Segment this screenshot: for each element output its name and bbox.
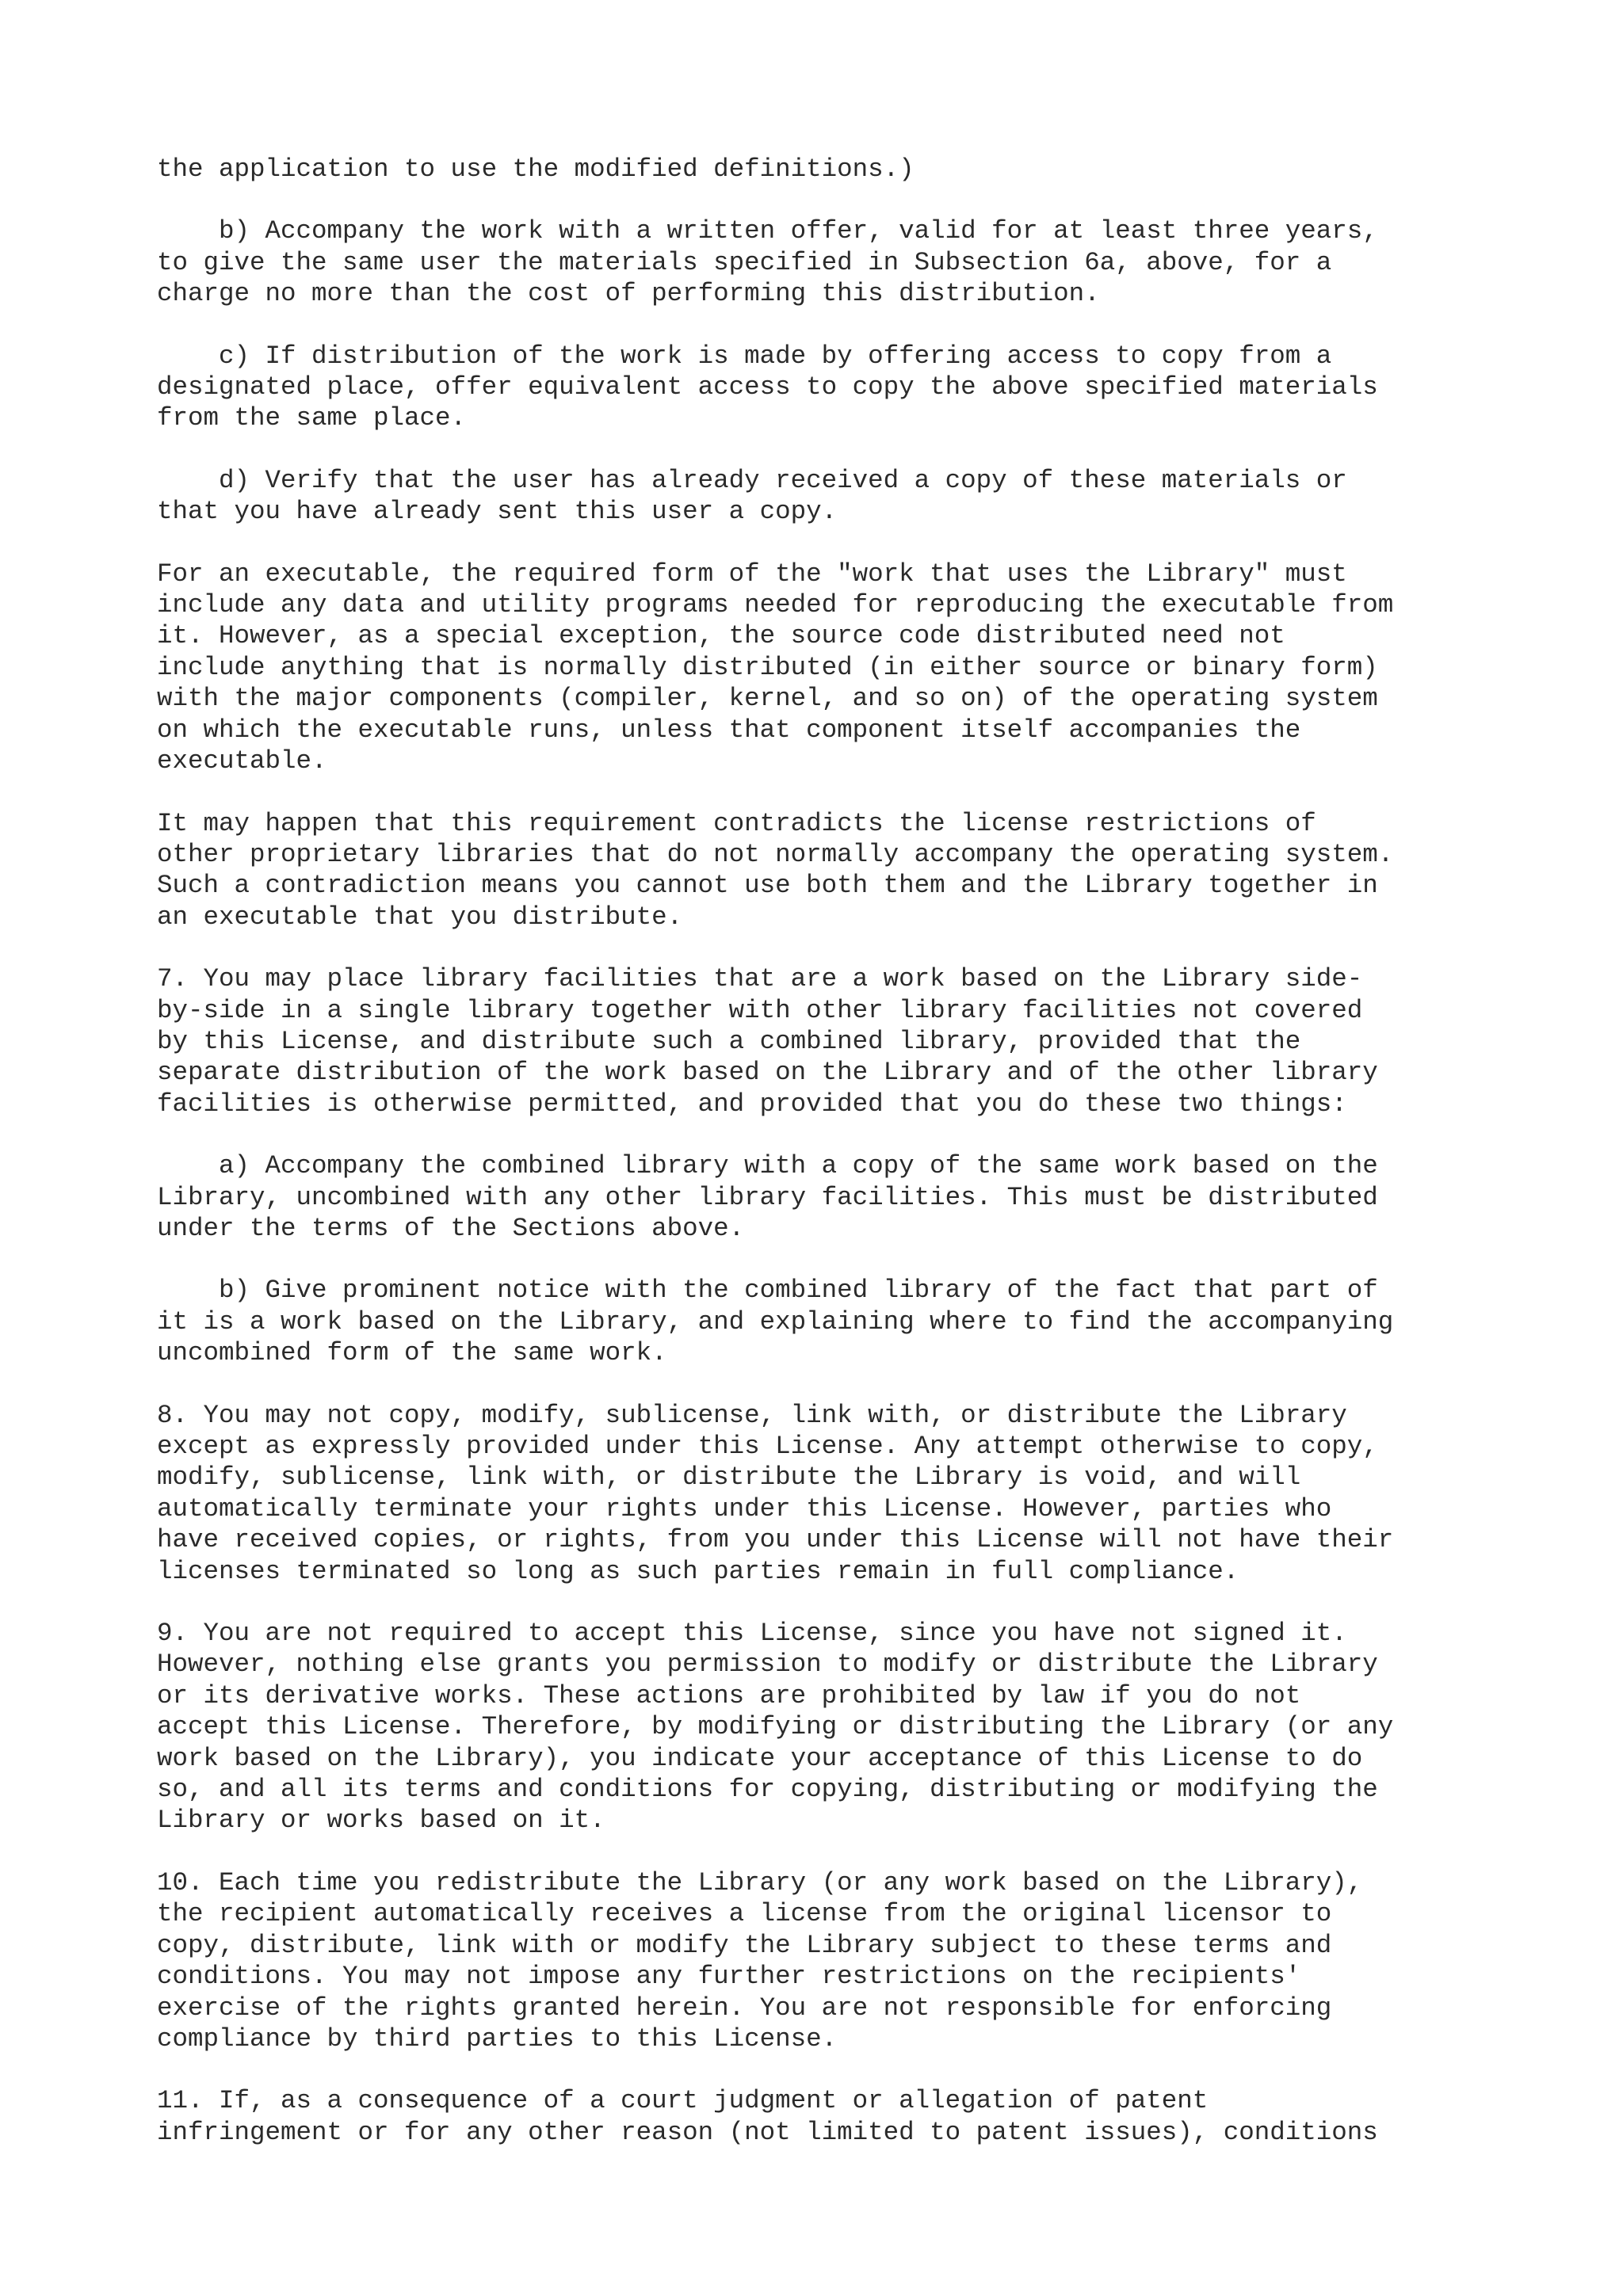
text-line: It may happen that this requirement contradicts the license restrictions of: [157, 808, 1316, 838]
text-line: b) Accompany the work with a written offer, valid for at least three years,: [157, 216, 1378, 246]
text-line: uncombined form of the same work.: [157, 1338, 667, 1368]
text-line: modify, sublicense, link with, or distribute the Library is void, and will: [157, 1463, 1301, 1493]
text-line: For an executable, the required form of the "work that uses the Library" must: [157, 559, 1347, 589]
paragraph: [157, 341, 1520, 434]
paragraph: [157, 1618, 1520, 1836]
text-line: d) Verify that the user has already received a copy of these materials or: [157, 465, 1347, 495]
paragraph: [157, 963, 1520, 1119]
text-line: 11. If, as a consequence of a court judgment or allegation of patent: [157, 2086, 1209, 2116]
text-line: However, nothing else grants you permission to modify or distribute the Library: [157, 1650, 1378, 1680]
text-line: have received copies, or rights, from you under this License will not have their: [157, 1525, 1394, 1555]
text-line: charge no more than the cost of performing this distribution.: [157, 279, 1100, 309]
text-line: conditions. You may not impose any further restrictions on the recipients': [157, 1962, 1301, 1992]
text-line: 8. You may not copy, modify, sublicense, link with, or distribute the Library: [157, 1400, 1347, 1430]
text-line: a) Accompany the combined library with a copy of the same work based on the: [157, 1151, 1378, 1181]
text-line: or its derivative works. These actions are prohibited by law if you do not: [157, 1680, 1301, 1711]
text-line: Such a contradiction means you cannot use both them and the Library together in: [157, 871, 1378, 901]
text-line: executable.: [157, 746, 327, 776]
text-line: except as expressly provided under this License. Any attempt otherwise to copy,: [157, 1432, 1378, 1461]
paragraph: [157, 2085, 1520, 2148]
paragraph: [157, 1867, 1520, 2054]
text-line: with the major components (compiler, kernel, and so on) of the operating system: [157, 684, 1378, 714]
text-line: facilities is otherwise permitted, and provided that you do these two things:: [157, 1089, 1347, 1119]
text-line: accept this License. Therefore, by modifying or distributing the Library (or any: [157, 1712, 1394, 1742]
text-line: compliance by third parties to this License.: [157, 2023, 838, 2054]
text-line: under the terms of the Sections above.: [157, 1213, 745, 1243]
text-line: the recipient automatically receives a license from the original licensor to: [157, 1899, 1332, 1929]
text-line: it is a work based on the Library, and explaining where to find the accompanying: [157, 1306, 1394, 1337]
text-line: 9. You are not required to accept this License, since you have not signed it.: [157, 1619, 1347, 1649]
text-line: automatically terminate your rights under this License. However, parties who: [157, 1493, 1332, 1524]
paragraph: [157, 154, 1520, 185]
text-line: exercise of the rights granted herein. You are not responsible for enforcing: [157, 1993, 1332, 2023]
text-line: 10. Each time you redistribute the Library (or any work based on the Library),: [157, 1867, 1363, 1897]
paragraph: [157, 808, 1520, 933]
text-line: so, and all its terms and conditions for copying, distributing or modifying the: [157, 1775, 1378, 1805]
text-line: infringement or for any other reason (not limited to patent issues), conditions: [157, 2117, 1378, 2147]
text-line: other proprietary libraries that do not normally accompany the operating system.: [157, 839, 1394, 869]
paragraph: [157, 465, 1520, 528]
paragraph: [157, 1150, 1520, 1244]
text-line: by this License, and distribute such a combined library, provided that the: [157, 1026, 1301, 1056]
text-line: b) Give prominent notice with the combined library of the fact that part of: [157, 1276, 1378, 1306]
text-line: include anything that is normally distributed (in either source or binary form): [157, 652, 1378, 682]
text-line: an executable that you distribute.: [157, 902, 683, 932]
text-line: include any data and utility programs needed for reproducing the executable from: [157, 590, 1394, 620]
text-line: to give the same user the materials specified in Subsection 6a, above, for a: [157, 247, 1332, 277]
text-line: from the same place.: [157, 403, 467, 433]
text-line: designated place, offer equivalent access to copy the above specified materials: [157, 372, 1378, 402]
document-page: [157, 154, 1520, 2179]
text-line: 7. You may place library facilities that are a work based on the Library side-: [157, 964, 1363, 994]
text-line: the application to use the modified definitions.): [157, 154, 915, 184]
paragraph: [157, 1400, 1520, 1587]
text-line: copy, distribute, link with or modify the Library subject to these terms and: [157, 1930, 1332, 1960]
paragraph: [157, 559, 1520, 777]
text-line: that you have already sent this user a copy.: [157, 497, 838, 527]
text-line: work based on the Library), you indicate your acceptance of this License to do: [157, 1743, 1363, 1773]
text-line: on which the executable runs, unless that component itself accompanies the: [157, 715, 1301, 745]
text-line: by-side in a single library together with other library facilities not covered: [157, 995, 1363, 1025]
text-line: Library or works based on it.: [157, 1806, 605, 1836]
paragraph: [157, 1275, 1520, 1368]
text-line: Library, uncombined with any other library facilities. This must be distributed: [157, 1182, 1378, 1212]
text-line: c) If distribution of the work is made by offering access to copy from a: [157, 341, 1332, 371]
text-line: it. However, as a special exception, the source code distributed need not: [157, 621, 1285, 651]
text-line: separate distribution of the work based on the Library and of the other library: [157, 1058, 1378, 1088]
text-line: licenses terminated so long as such parties remain in full compliance.: [157, 1556, 1239, 1586]
paragraph: [157, 215, 1520, 309]
